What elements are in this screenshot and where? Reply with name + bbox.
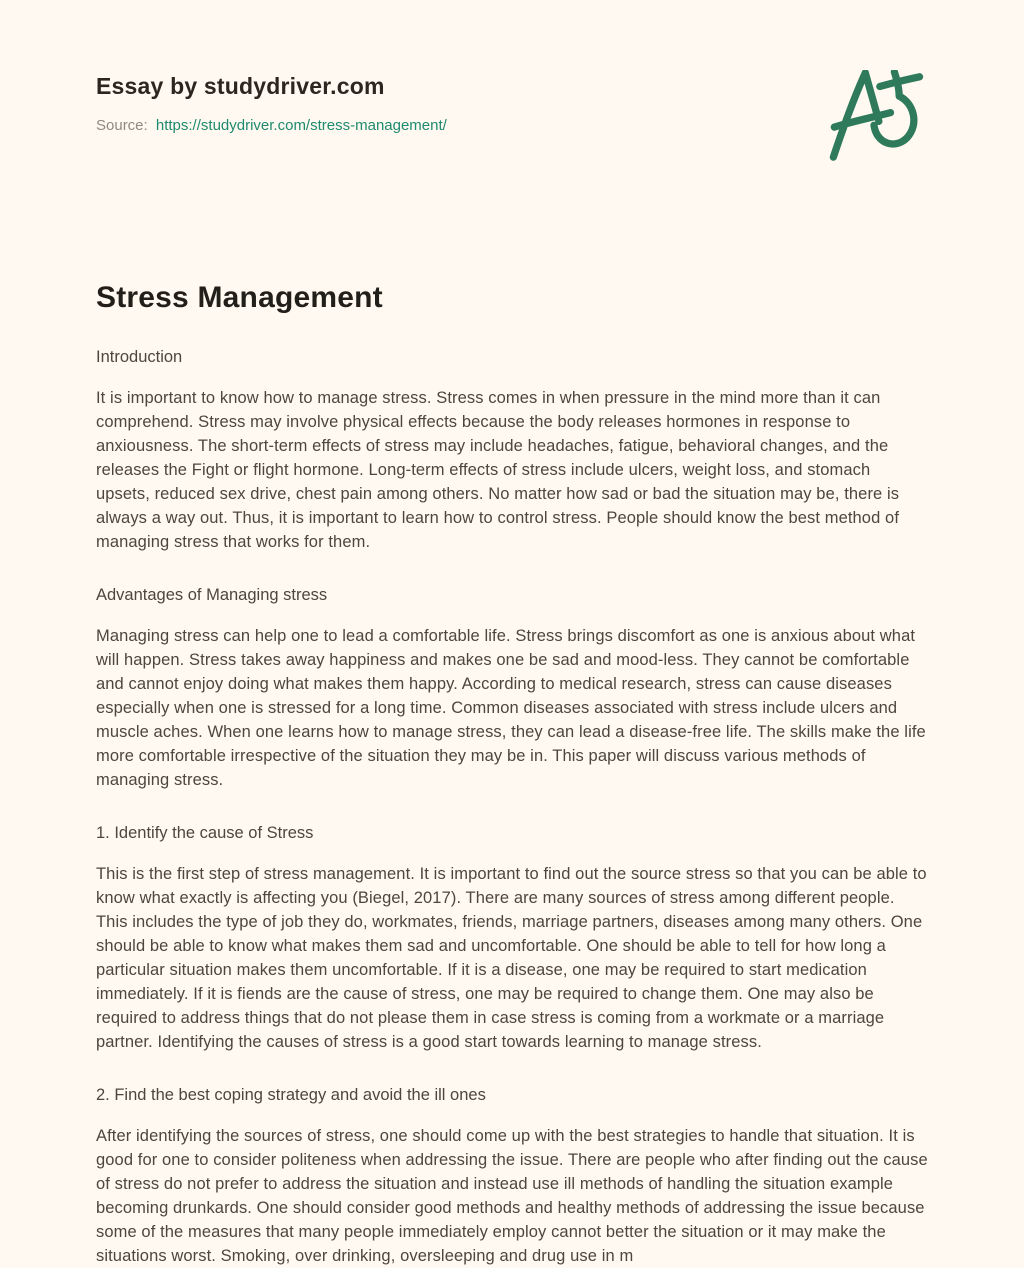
section-heading: Advantages of Managing stress (96, 586, 328, 604)
section-identify-cause (96, 821, 928, 1054)
source-line (96, 115, 447, 136)
section-heading: 1. Identify the cause of Stress (96, 824, 314, 842)
section-paragraph: After identifying the sources of stress, one should come up with the best strategies to handle that situation. It is good for one to consider politeness when addressing the issue. There are people who after finding out the cause of stress do not prefer to address the situation and instead use ill methods of handling the situation example becoming drunkards. One should consider good methods and healthy methods of addressing the issue because some of the measures that many people immediately employ cannot better the situation or it may make the situations worst. Smoking, over drinking, oversleeping and drug use in m (96, 1127, 928, 1265)
essay-body (96, 345, 928, 1268)
section-paragraph: This is the first step of stress management. It is important to find out the source stress so that you can be able to know what exactly is affecting you (Biegel, 2017). There are many sources of stress among different people. This includes the type of job they do, workmates, friends, marriage partners, diseases among many others. One should be able to know what makes them sad and uncomfortable. One should be able to tell for how long a particular situation makes them uncomfortable. If it is a disease, one may be required to start medication immediately. If it is fiends are the cause of stress, one may be required to change them. One may also be required to address things that do not please them in case stress is coming from a workmate or a marriage partner. Identifying the causes of stress is a good start towards learning to manage stress. (96, 865, 927, 1051)
section-coping-strategy (96, 1083, 928, 1268)
section-paragraph: Managing stress can help one to lead a comfortable life. Stress brings discomfort as one is anxious about what will happen. Stress takes away happiness and makes one be sad and mood-less. They cannot be comfortable and cannot enjoy doing what makes them happy. According to medical research, stress can cause diseases especially when one is stressed for a long time. Common diseases associated with stress include ulcers and muscle aches. When one learns how to manage stress, they can lead a disease-free life. The skills make the life more comfortable irrespective of the situation they may be in. This paper will discuss various methods of managing stress. (96, 627, 926, 789)
source-url-link[interactable]: https://studydriver.com/stress-management/ (155, 116, 447, 134)
site-title: Essay by studydriver.com (96, 73, 385, 99)
essay-title: Stress Management (96, 281, 383, 314)
section-paragraph: It is important to know how to manage stress. Stress comes in when pressure in the mind more than it can comprehend. Stress may involve physical effects because the body releases hormones in response to anxiousness. The short-term effects of stress may include headaches, fatigue, behavioral changes, and the releases the Fight or flight hormone. Long-term effects of stress include ulcers, weight loss, and stomach upsets, reduced sex drive, chest pain among others. No matter how sad or bad the situation may be, there is always a way out. Thus, it is important to learn how to control stress. People should know the best method of managing stress that works for them. (96, 389, 900, 551)
a-plus-grade-logo-icon[interactable] (826, 70, 924, 162)
source-label: Source: (96, 116, 148, 134)
section-introduction (96, 345, 928, 554)
page-header (96, 72, 928, 162)
header-text-block (96, 72, 447, 136)
section-heading: 2. Find the best coping strategy and avoid the ill ones (96, 1086, 486, 1104)
section-advantages (96, 583, 928, 792)
section-heading: Introduction (96, 348, 183, 366)
